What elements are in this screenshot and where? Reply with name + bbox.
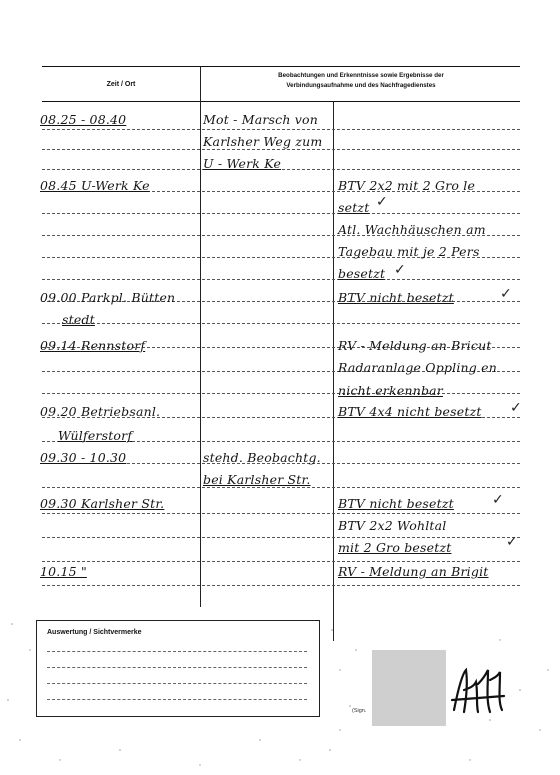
entry-observation: nicht erkennbar: [338, 383, 443, 398]
entry-location: stedt: [62, 312, 95, 327]
ruled-line: [42, 537, 520, 538]
evaluation-box: [36, 620, 320, 717]
entry-time: 09.20 Betriebsanl.: [40, 404, 161, 419]
redaction-block: [372, 650, 446, 726]
header-observations-line2: Verbindungsaufnahme und des Nachfragedienstes: [286, 82, 436, 89]
ruled-line: [42, 585, 520, 586]
entry-observation: Radaranlage Oppling en: [338, 360, 498, 375]
entry-location: Wülferstorf: [58, 428, 133, 443]
checkmark-icon: ✓: [492, 492, 504, 508]
entry-time: 10.15 ": [40, 564, 87, 579]
evaluation-title: Auswertung / Sichtvermerke: [47, 629, 142, 636]
handwritten-signature: [448, 660, 508, 720]
entry-time: 09.30 - 10.30: [40, 450, 127, 465]
evaluation-line: [47, 699, 307, 700]
header-observations: [202, 71, 520, 101]
ruled-line: [42, 561, 520, 562]
ruled-line: [42, 393, 520, 394]
entry-observation: Tagebau mit je 2 Pers: [338, 244, 480, 259]
entry-observation: BTV nicht besetzt: [338, 290, 454, 305]
signature-label: (Sign.: [352, 708, 367, 714]
checkmark-icon: ✓: [376, 194, 388, 210]
entry-activity: Karlsher Weg zum: [203, 134, 323, 149]
entry-observation: BTV 2x2 mit 2 Gro le: [338, 178, 476, 193]
evaluation-line: [47, 683, 307, 684]
entry-activity: U - Werk Ke: [203, 156, 282, 171]
entry-observation: Atl. Wachhäuschen am: [338, 222, 486, 237]
entry-observation: RV - Meldung an Brigit: [338, 564, 489, 579]
entry-activity: bei Karlsher Str.: [203, 472, 311, 487]
ruled-line: [42, 129, 520, 130]
entry-time: 08.25 - 08.40: [40, 112, 127, 127]
ruled-line: [42, 323, 520, 324]
ruled-line: [42, 149, 520, 150]
checkmark-icon: ✓: [500, 286, 512, 302]
evaluation-line: [47, 667, 307, 668]
ruled-line: [42, 487, 520, 488]
entry-time: 08.45 U-Werk Ke: [40, 178, 150, 193]
entry-observation: BTV 2x2 Wohltal: [338, 518, 447, 533]
header-observations-line1: Beobachtungen und Erkenntnisse sowie Ergebnisse der: [278, 72, 444, 79]
form-header: [42, 67, 520, 102]
entry-activity: Mot - Marsch von: [203, 112, 319, 127]
entry-observation: BTV nicht besetzt: [338, 496, 454, 511]
checkmark-icon: ✓: [394, 262, 406, 278]
entry-observation: setzt: [338, 200, 370, 215]
entry-time: 09.00 Parkpl. Bütten: [40, 290, 176, 305]
entry-observation: mit 2 Gro besetzt: [338, 540, 452, 555]
entry-observation: RV - Meldung an Bricut: [338, 338, 492, 353]
column-divider-left: [200, 67, 201, 607]
ruled-line: [42, 213, 520, 214]
entry-observation: BTV 4x4 nicht besetzt: [338, 404, 482, 419]
header-time-location: Zeit / Ort: [106, 80, 136, 88]
entry-observation: besetzt: [338, 266, 386, 281]
ruled-line: [42, 513, 520, 514]
entry-activity: stehd. Beobachtg.: [203, 450, 321, 465]
entry-time: 09.14 Rennstorf: [40, 338, 146, 353]
checkmark-icon: ✓: [510, 400, 522, 416]
ruled-line: [42, 279, 520, 280]
evaluation-line: [47, 651, 307, 652]
checkmark-icon: ✓: [506, 534, 518, 550]
entry-time: 09.30 Karlsher Str.: [40, 496, 165, 511]
